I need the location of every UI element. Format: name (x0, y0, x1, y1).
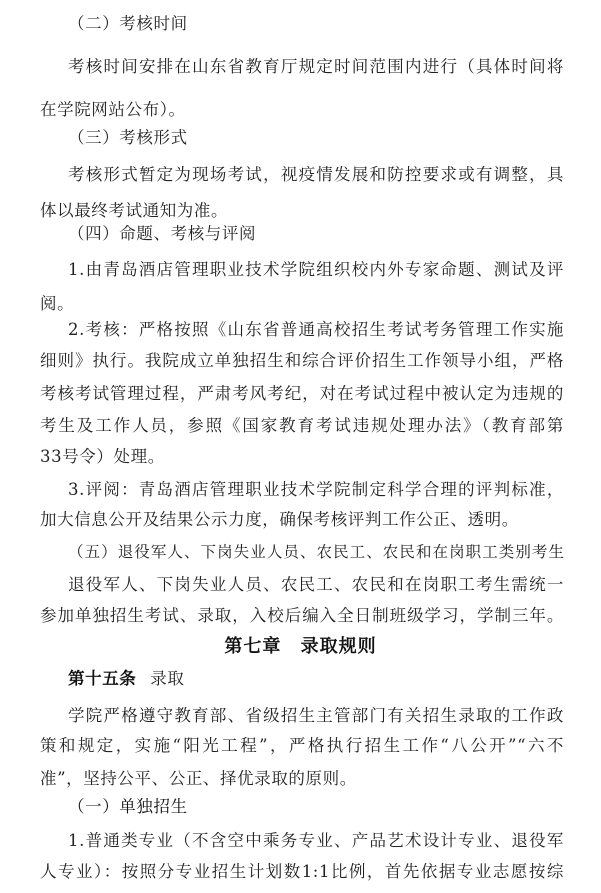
chapter-name: 录取规则 (300, 636, 377, 657)
paragraph-line: 考核时间安排在山东省教育厅规定时间范围内进行（具体时间将 (68, 57, 564, 76)
paragraph-line: 33号令）处理。 (40, 447, 165, 466)
paragraph-line: 3.评阅：青岛酒店管理职业技术学院制定科学合理的评判标准， (68, 480, 564, 499)
paragraph-line: 1.普通类专业（不含空中乘务专业、产品艺术设计专业、退役军 (68, 831, 564, 850)
paragraph-line: 体以最终考试通知为准。 (40, 201, 229, 220)
paragraph-line: 人专业）：按照分专业招生计划数1:1比例，首先依据专业志愿按综 (40, 862, 564, 881)
paragraph-line: 2.考核：严格按照《山东省普通高校招生考试考务管理工作实施 (68, 320, 564, 339)
paragraph-line: 准”，坚持公平、公正、择优录取的原则。 (40, 769, 357, 788)
chapter-title (0, 634, 601, 660)
paragraph-line: 加大信息公开及结果公示力度，确保考核评判工作公正、透明。 (40, 510, 519, 529)
section-heading-veterans: （五）退役军人、下岗失业人员、农民工、农民和在岗职工类别考生 (68, 543, 564, 561)
paragraph-line: 考生及工作人员，参照《国家教育考试违规处理办法》（教育部第 (40, 416, 564, 435)
paragraph-line: 阅。 (40, 294, 75, 313)
article-heading (68, 667, 568, 691)
paragraph-line: 策和规定，实施“阳光工程”，严格执行招生工作“八公开”“六不 (40, 736, 564, 755)
paragraph-line: 退役军人、下岗失业人员、农民工、农民和在岗职工考生需统一 (68, 575, 564, 594)
paragraph-line: 细则》执行。我院成立单独招生和综合评价招生工作领导小组，严格 (40, 351, 564, 370)
chapter-number: 第七章 (224, 636, 282, 657)
paragraph-line: 1.由青岛酒店管理职业技术学院组织校内外专家命题、测试及评 (68, 260, 564, 279)
paragraph-line: 参加单独招生考试、录取，入校后编入全日制班级学习，学制三年。 (40, 606, 564, 625)
article-title: 录取 (150, 669, 185, 688)
subsection-heading-independent: （一）单独招生 (68, 797, 188, 816)
section-heading-proposition: （四）命题、考核与评阅 (68, 224, 257, 243)
paragraph-line: 考核考试管理过程，严肃考风考纪，对在考试过程中被认定为违规的 (40, 384, 564, 403)
article-number: 第十五条 (68, 669, 137, 688)
paragraph-line: 在学院网站公布）。 (40, 100, 186, 119)
paragraph-line: 学院严格遵守教育部、省级招生主管部门有关招生录取的工作政 (68, 706, 564, 725)
paragraph-line: 考核形式暂定为现场考试，视疫情发展和防控要求或有调整，具 (68, 165, 564, 184)
section-heading-exam-form: （三）考核形式 (68, 128, 188, 147)
section-heading-exam-time: （二）考核时间 (68, 14, 188, 33)
